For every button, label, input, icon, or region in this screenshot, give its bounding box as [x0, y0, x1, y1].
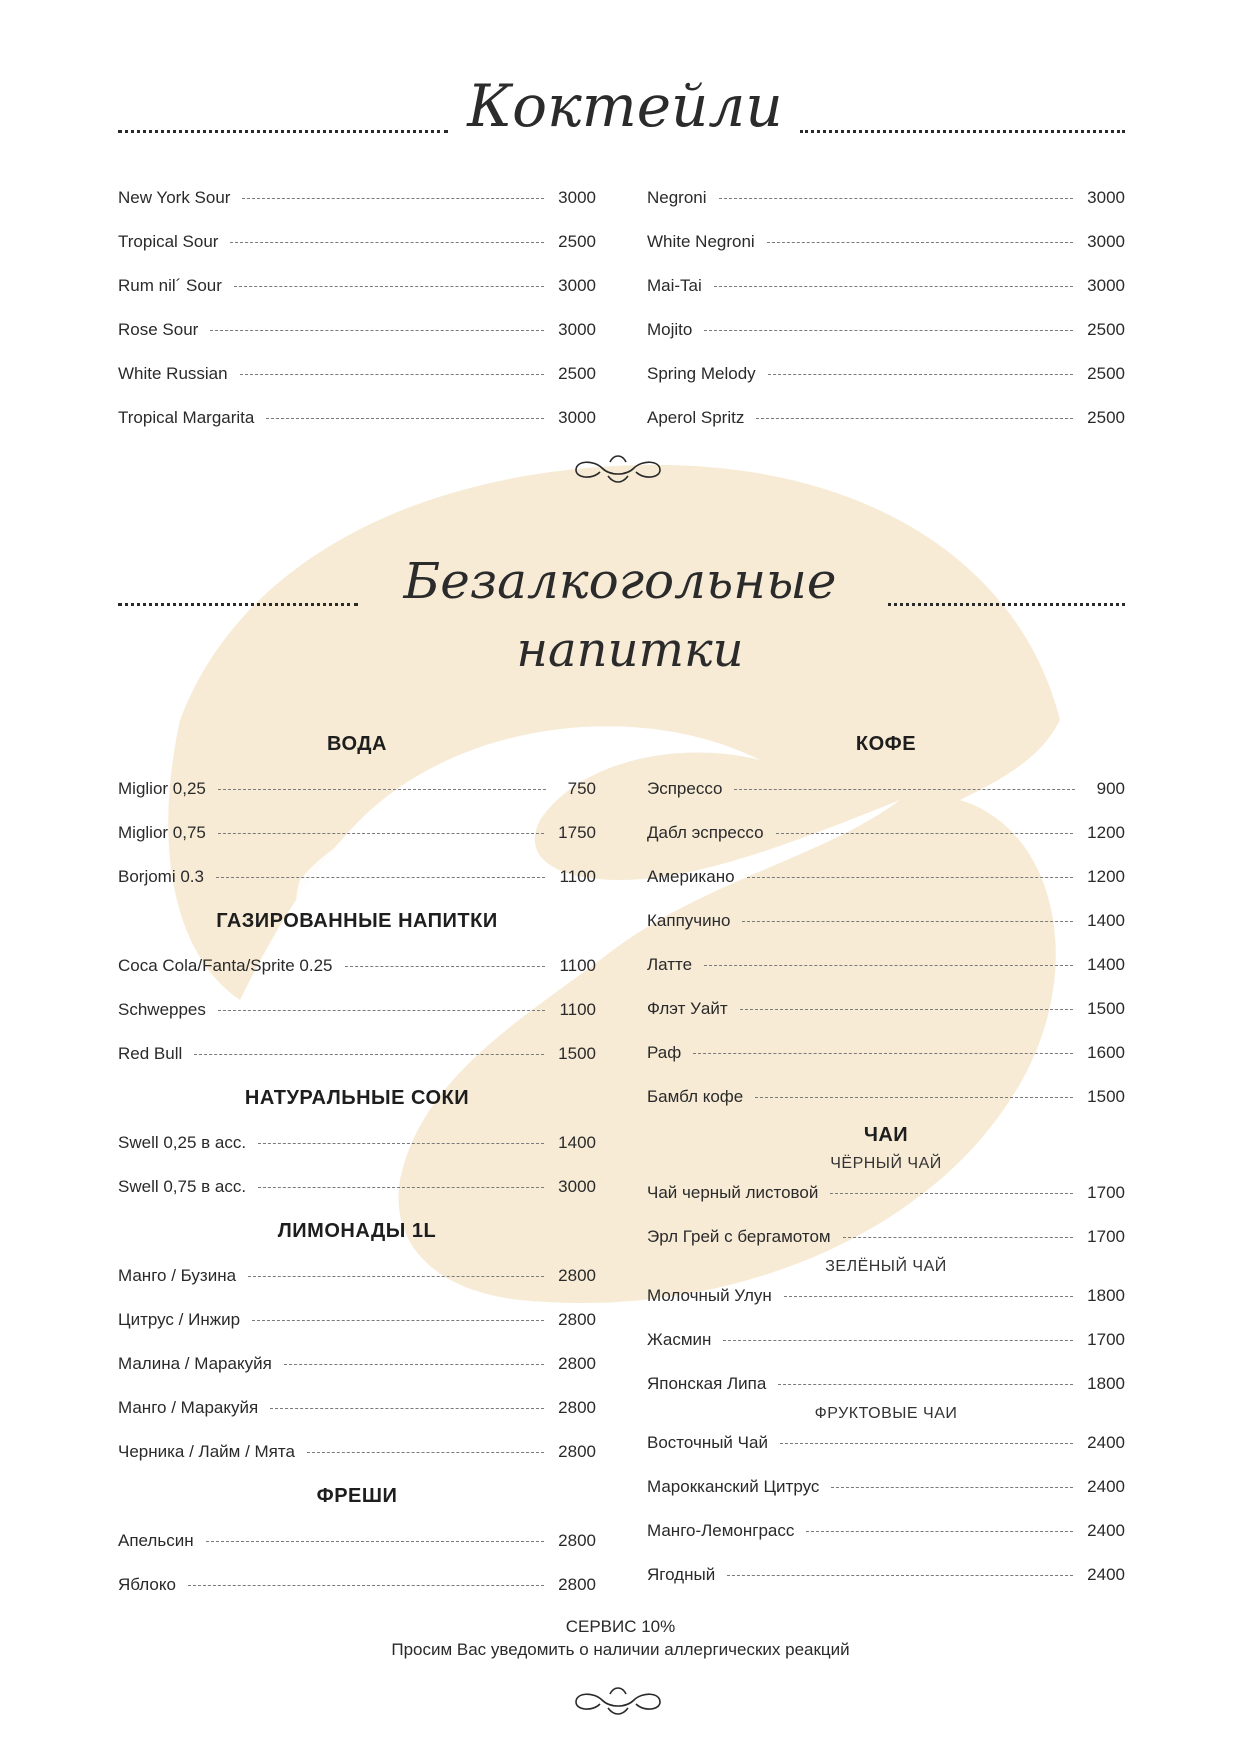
leader-dots	[784, 1296, 1073, 1297]
item-name: Цитрус / Инжир	[118, 1310, 241, 1329]
item-name: Раф	[647, 1043, 682, 1062]
menu-item	[118, 232, 596, 258]
section-heading-fresh: ФРЕШИ	[316, 1485, 398, 1507]
menu-item	[118, 823, 596, 849]
leader-dots	[252, 1320, 544, 1321]
item-price: 1700	[1087, 1227, 1125, 1246]
item-price: 2500	[1087, 408, 1125, 427]
item-price: 2400	[1087, 1565, 1125, 1584]
leader-dots	[719, 198, 1074, 199]
item-price: 2800	[558, 1442, 596, 1461]
menu-item	[647, 1433, 1125, 1459]
soft-drinks-rule-right	[888, 603, 1125, 606]
item-price: 1700	[1087, 1183, 1125, 1202]
leader-dots	[747, 877, 1074, 878]
item-name: Эспрессо	[647, 779, 723, 798]
item-price: 2800	[558, 1266, 596, 1285]
item-name: Red Bull	[118, 1044, 183, 1063]
item-name: Флэт Уайт	[647, 999, 728, 1018]
item-name: Марокканский Цитрус	[647, 1477, 820, 1496]
item-name: Дабл эспрессо	[647, 823, 764, 842]
item-price: 1700	[1087, 1330, 1125, 1349]
item-price: 2800	[558, 1354, 596, 1373]
soft-drinks-rule-left	[118, 603, 358, 606]
item-price: 3000	[1087, 232, 1125, 251]
item-price: 1400	[558, 1133, 596, 1152]
leader-dots	[704, 330, 1073, 331]
leader-dots	[210, 330, 544, 331]
menu-item	[647, 408, 1125, 434]
section-heading-tea: ЧАИ	[863, 1124, 909, 1146]
menu-item	[118, 867, 596, 893]
menu-item	[118, 1531, 596, 1557]
item-price: 1200	[1087, 823, 1125, 842]
cocktails-rule-left	[118, 130, 448, 133]
menu-item	[647, 823, 1125, 849]
item-price: 3000	[558, 1177, 596, 1196]
menu-item	[647, 1565, 1125, 1591]
item-name: Negroni	[647, 188, 707, 207]
item-name: Латте	[647, 955, 693, 974]
section-heading-water: ВОДА	[327, 733, 387, 755]
item-name: Swell 0,75 в асс.	[118, 1177, 247, 1196]
section-heading-lemonade: ЛИМОНАДЫ 1L	[277, 1220, 437, 1242]
allergy-note: Просим Вас уведомить о наличии аллергических реакций	[391, 1640, 850, 1659]
menu-item	[118, 1354, 596, 1380]
item-name: Американо	[647, 867, 735, 886]
menu-item	[647, 1227, 1125, 1253]
menu-item	[118, 779, 596, 805]
menu-item	[647, 1183, 1125, 1209]
leader-dots	[714, 286, 1073, 287]
menu-item	[647, 1043, 1125, 1069]
menu-item	[647, 1087, 1125, 1113]
menu-item	[118, 956, 596, 982]
item-name: Mai-Tai	[647, 276, 702, 295]
item-name: Манго / Бузина	[118, 1266, 237, 1285]
item-name: Borjomi 0.3	[118, 867, 204, 886]
leader-dots	[242, 198, 544, 199]
leader-dots	[307, 1452, 544, 1453]
menu-item	[647, 911, 1125, 937]
leader-dots	[704, 965, 1073, 966]
section-heading-soda: ГАЗИРОВАННЫЕ НАПИТКИ	[216, 910, 498, 932]
leader-dots	[831, 1487, 1073, 1488]
leader-dots	[240, 374, 545, 375]
menu-item	[118, 1000, 596, 1026]
menu-item	[118, 408, 596, 434]
menu-item	[118, 188, 596, 214]
menu-item	[647, 1477, 1125, 1503]
leader-dots	[270, 1408, 544, 1409]
item-name: Miglior 0,25	[118, 779, 206, 798]
leader-dots	[778, 1384, 1073, 1385]
item-name: Rum nil´ Sour	[118, 276, 222, 295]
menu-item	[118, 1133, 596, 1159]
soft-drinks-title-line1: Безалкогольные	[403, 552, 837, 610]
menu-item	[647, 1286, 1125, 1312]
item-price: 1400	[1087, 911, 1125, 930]
leader-dots	[740, 1009, 1074, 1010]
item-price: 1600	[1087, 1043, 1125, 1062]
leader-dots	[188, 1585, 544, 1586]
menu-item	[118, 1310, 596, 1336]
item-price: 3000	[558, 320, 596, 339]
menu-item	[647, 779, 1125, 805]
item-name: Swell 0,25 в асс.	[118, 1133, 247, 1152]
menu-item	[647, 955, 1125, 981]
menu-item	[647, 1374, 1125, 1400]
menu-item	[647, 999, 1125, 1025]
item-name: Молочный Улун	[647, 1286, 772, 1305]
item-name: Coca Cola/Fanta/Sprite 0.25	[118, 956, 333, 975]
item-name: Spring Melody	[647, 364, 756, 383]
item-name: Miglior 0,75	[118, 823, 206, 842]
menu-item	[647, 320, 1125, 346]
item-price: 1100	[559, 867, 596, 886]
item-price: 2800	[558, 1310, 596, 1329]
menu-item	[647, 1521, 1125, 1547]
menu-item	[647, 867, 1125, 893]
item-price: 1100	[559, 1000, 596, 1019]
leader-dots	[230, 242, 544, 243]
menu-item	[118, 1177, 596, 1203]
leader-dots	[258, 1143, 544, 1144]
leader-dots	[284, 1364, 544, 1365]
item-name: Жасмин	[647, 1330, 712, 1349]
leader-dots	[218, 1010, 546, 1011]
menu-item	[118, 1044, 596, 1070]
soft-drinks-title-line2: напитки	[516, 622, 744, 678]
menu-item	[118, 1266, 596, 1292]
item-name: Бамбл кофе	[647, 1087, 744, 1106]
menu-item	[647, 276, 1125, 302]
leader-dots	[234, 286, 544, 287]
item-name: Tropical Margarita	[118, 408, 255, 427]
menu-item	[647, 188, 1125, 214]
menu-item	[118, 1575, 596, 1601]
item-name: Японская Липа	[647, 1374, 767, 1393]
leader-dots	[693, 1053, 1073, 1054]
item-price: 1750	[558, 823, 596, 842]
leader-dots	[194, 1054, 544, 1055]
item-price: 2800	[558, 1575, 596, 1594]
item-name: Эрл Грей с бергамотом	[647, 1227, 831, 1246]
leader-dots	[756, 418, 1073, 419]
item-name: Mojito	[647, 320, 693, 339]
leader-dots	[734, 789, 1075, 790]
leader-dots	[266, 418, 544, 419]
item-price: 1500	[1087, 1087, 1125, 1106]
item-name: Каппучино	[647, 911, 731, 930]
subheading-black-tea: ЧЁРНЫЙ ЧАЙ	[830, 1155, 942, 1172]
item-name: Манго / Маракуйя	[118, 1398, 259, 1417]
item-price: 1800	[1087, 1374, 1125, 1393]
service-charge-note: СЕРВИС 10%	[565, 1617, 676, 1636]
leader-dots	[345, 966, 546, 967]
item-name: Ягодный	[647, 1565, 716, 1584]
item-price: 2500	[1087, 320, 1125, 339]
item-price: 3000	[558, 408, 596, 427]
item-name: Tropical Sour	[118, 232, 219, 251]
leader-dots	[248, 1276, 544, 1277]
leader-dots	[755, 1097, 1073, 1098]
leader-dots	[830, 1193, 1073, 1194]
menu-item	[647, 364, 1125, 390]
menu-item	[118, 276, 596, 302]
item-name: Rose Sour	[118, 320, 199, 339]
menu-item	[647, 232, 1125, 258]
item-name: White Negroni	[647, 232, 755, 251]
leader-dots	[780, 1443, 1073, 1444]
item-name: Апельсин	[118, 1531, 194, 1550]
menu-item	[118, 1442, 596, 1468]
leader-dots	[723, 1340, 1073, 1341]
item-price: 1400	[1087, 955, 1125, 974]
menu-item	[118, 1398, 596, 1424]
menu-item	[118, 364, 596, 390]
leader-dots	[776, 833, 1074, 834]
item-price: 2400	[1087, 1433, 1125, 1452]
item-price: 1500	[558, 1044, 596, 1063]
leader-dots	[742, 921, 1073, 922]
item-price: 2800	[558, 1398, 596, 1417]
flourish-ornament-icon	[572, 1684, 664, 1718]
item-price: 2800	[558, 1531, 596, 1550]
leader-dots	[727, 1575, 1073, 1576]
item-name: Восточный Чай	[647, 1433, 768, 1452]
item-price: 3000	[1087, 276, 1125, 295]
item-price: 2500	[558, 232, 596, 251]
menu-item	[647, 1330, 1125, 1356]
leader-dots	[768, 374, 1074, 375]
item-price: 1100	[559, 956, 596, 975]
item-name: White Russian	[118, 364, 228, 383]
item-price: 2500	[558, 364, 596, 383]
leader-dots	[843, 1237, 1074, 1238]
item-price: 1800	[1087, 1286, 1125, 1305]
item-name: Schweppes	[118, 1000, 206, 1019]
item-price: 3000	[558, 188, 596, 207]
subheading-fruit-tea: ФРУКТОВЫЕ ЧАИ	[814, 1405, 958, 1422]
subheading-green-tea: ЗЕЛЁНЫЙ ЧАЙ	[825, 1258, 947, 1275]
item-price: 750	[567, 779, 596, 798]
flourish-ornament-icon	[572, 452, 664, 486]
item-name: Чай черный листовой	[647, 1183, 819, 1202]
item-price: 3000	[1087, 188, 1125, 207]
item-name: Манго-Лемонграсс	[647, 1521, 795, 1540]
section-heading-juice: НАТУРАЛЬНЫЕ СОКИ	[244, 1087, 470, 1109]
item-name: Яблоко	[118, 1575, 176, 1594]
leader-dots	[806, 1531, 1073, 1532]
item-price: 2400	[1087, 1477, 1125, 1496]
item-name: Малина / Маракуйя	[118, 1354, 272, 1373]
leader-dots	[767, 242, 1073, 243]
leader-dots	[218, 833, 544, 834]
cocktails-title: Коктейли	[467, 72, 783, 140]
section-heading-coffee: КОФЕ	[855, 733, 917, 755]
cocktails-rule-right	[800, 130, 1125, 133]
item-price: 1200	[1087, 867, 1125, 886]
item-price: 2500	[1087, 364, 1125, 383]
menu-item	[118, 320, 596, 346]
item-price: 1500	[1087, 999, 1125, 1018]
item-name: Черника / Лайм / Мята	[118, 1442, 295, 1461]
item-price: 3000	[558, 276, 596, 295]
item-price: 900	[1096, 779, 1125, 798]
leader-dots	[258, 1187, 544, 1188]
item-price: 2400	[1087, 1521, 1125, 1540]
item-name: Aperol Spritz	[647, 408, 745, 427]
item-name: New York Sour	[118, 188, 231, 207]
leader-dots	[218, 789, 546, 790]
leader-dots	[216, 877, 545, 878]
leader-dots	[206, 1541, 545, 1542]
